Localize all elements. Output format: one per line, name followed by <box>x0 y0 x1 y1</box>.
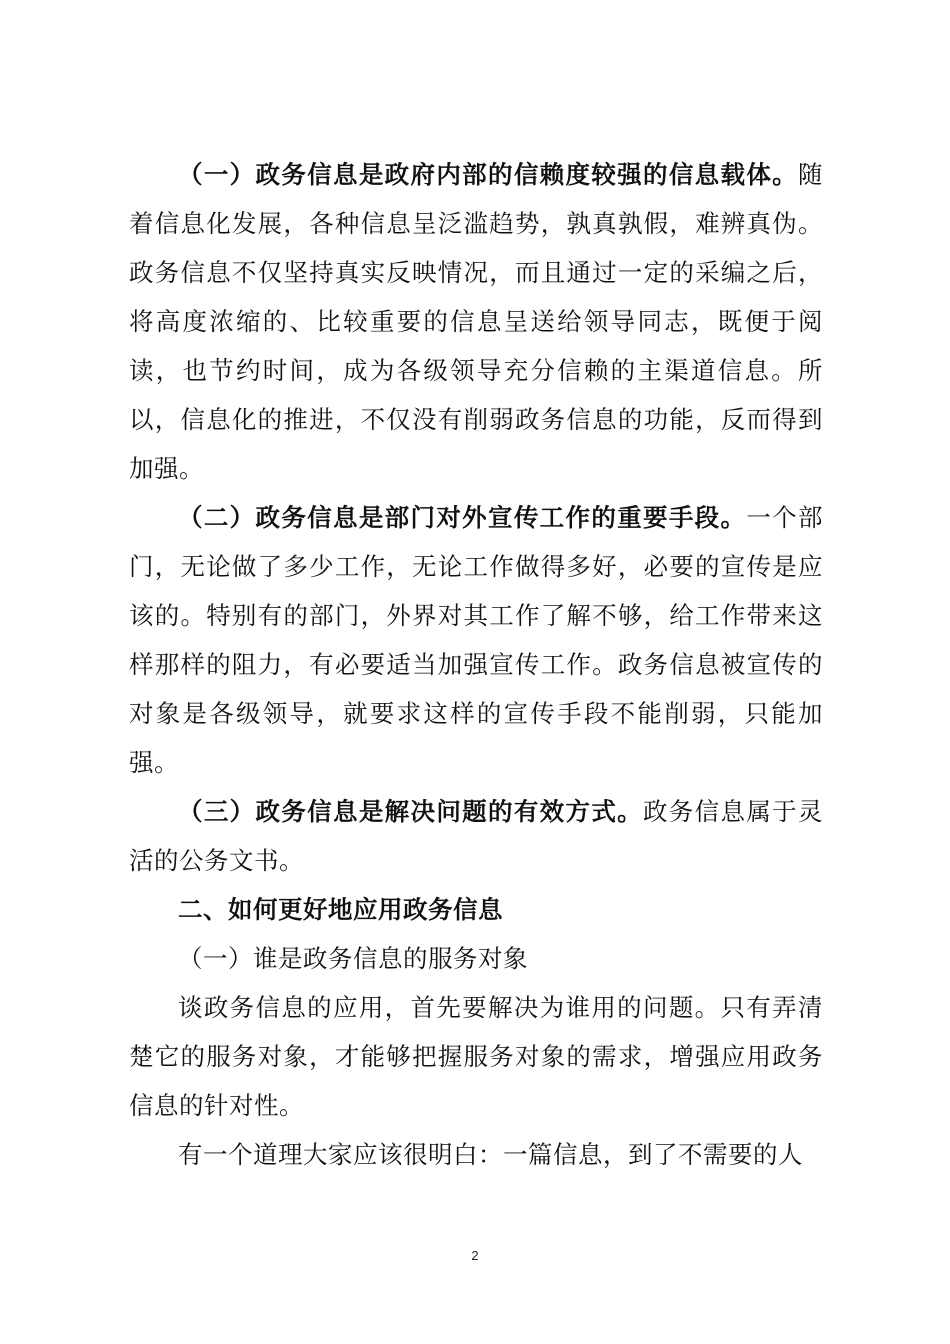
paragraph-text: 随着信息化发展，各种信息呈泛滥趋势，孰真孰假，难辨真伪。政务信息不仅坚持真实反映情况，而且通过一定的采编之后，将高度浓缩的、比较重要的信息呈送给领导同志，既便于阅读，也节约时间，成为各级领导充分信赖的主渠道信息。所以，信息化的推进，不仅没有削弱政务信息的功能，反而得到加强。 <box>129 160 823 483</box>
paragraph-lead: （二）政务信息是部门对外宣传工作的重要手段。 <box>178 503 747 532</box>
paragraph-publicity-means <box>129 493 823 787</box>
section-heading: 二、如何更好地应用政务信息 <box>178 895 503 924</box>
paragraph-lead: （三）政务信息是解决问题的有效方式。 <box>178 797 643 826</box>
page-number: 2 <box>471 1248 479 1263</box>
paragraph-text: 政务信息属于灵活的公务文书。 <box>129 797 823 875</box>
subheading-service-target: （一）谁是政务信息的服务对象 <box>178 944 528 973</box>
document-body <box>129 150 823 1179</box>
paragraph-reliable-carrier <box>129 150 823 493</box>
paragraph-text: 一个部门，无论做了多少工作，无论工作做得多好，必要的宣传是应该的。特别有的部门，外界对其工作了解不够，给工作带来这样那样的阻力，有必要适当加强宣传工作。政务信息被宣传的对象是各级领导，就要求这样的宣传手段不能削弱，只能加强。 <box>129 503 824 777</box>
paragraph-principle: 有一个道理大家应该很明白：一篇信息，到了不需要的人 <box>178 1140 803 1169</box>
paragraph-application: 谈政务信息的应用，首先要解决为谁用的问题。只有弄清楚它的服务对象，才能够把握服务对象的需求，增强应用政务信息的针对性。 <box>129 993 823 1120</box>
paragraph-problem-solving <box>129 787 823 885</box>
paragraph-lead: （一）政务信息是政府内部的信赖度较强的信息载体。 <box>178 160 798 189</box>
